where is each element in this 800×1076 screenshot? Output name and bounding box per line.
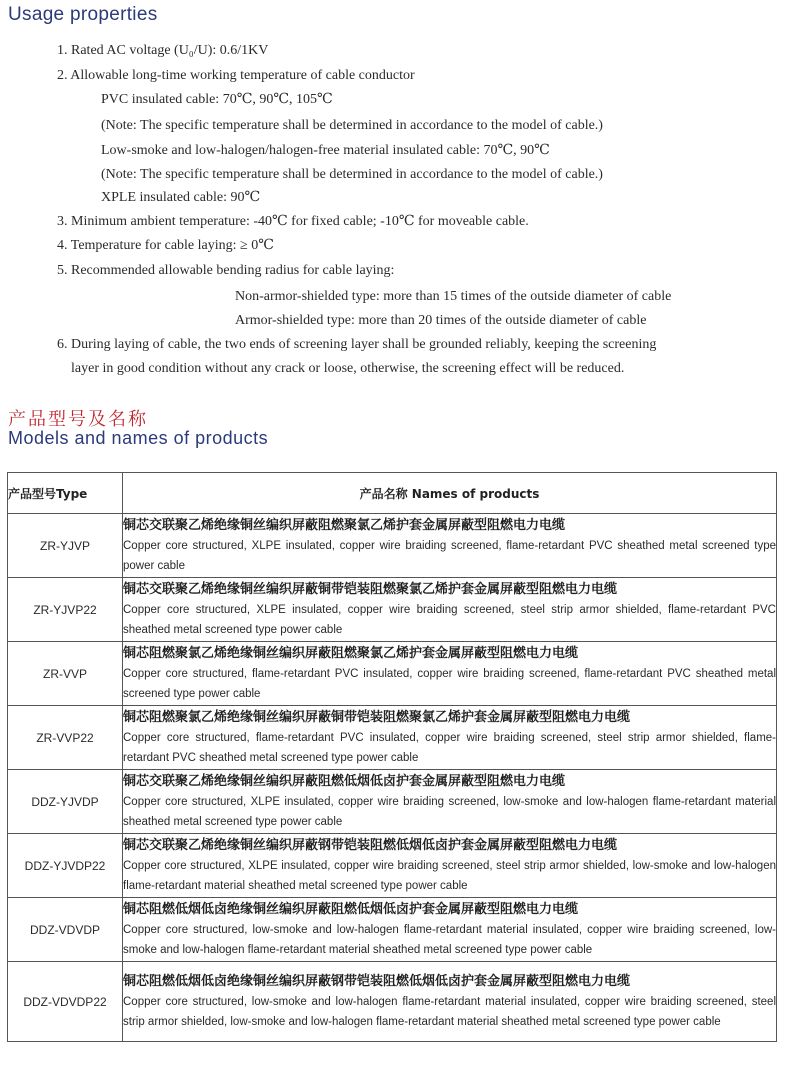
model-code: DDZ-VDVDP22	[8, 962, 123, 1042]
products-table	[7, 472, 777, 1042]
section-title-usage: Usage properties	[8, 4, 158, 25]
usage-lsoh-temp: Low-smoke and low-halogen/halogen-free material insulated cable: 70℃, 90℃	[101, 143, 550, 158]
section-title-models-en: Models and names of products	[8, 428, 269, 448]
model-code: ZR-VVP22	[8, 706, 123, 770]
model-code: ZR-YJVP	[8, 514, 123, 578]
product-name-en: Copper core structured, flame-retardant PVC insulated, copper wire braiding screened, flame-retardant PVC sheathed metal screened type power cable	[123, 667, 776, 700]
product-name	[123, 642, 777, 706]
model-code: DDZ-VDVDP	[8, 898, 123, 962]
product-name-en: Copper core structured, XLPE insulated, copper wire braiding screened, steel strip armor shielded, flame-retardant PVC sheathed metal screened type power cable	[123, 603, 776, 636]
usage-note-2: (Note: The specific temperature shall be determined in accordance to the model of cable.)	[101, 167, 603, 182]
product-name	[123, 962, 777, 1042]
model-code: DDZ-YJVDP	[8, 770, 123, 834]
table-row	[8, 834, 777, 898]
header-type: 产品型号Type	[8, 473, 123, 514]
header-name: 产品名称 Names of products	[123, 473, 777, 514]
product-name-en: Copper core structured, XLPE insulated, copper wire braiding screened, steel strip armor shielded, low-smoke and low-halogen flame-retardant material sheathed metal screened type power cable	[123, 859, 776, 892]
product-name	[123, 770, 777, 834]
usage-item-6: 6. During laying of cable, the two ends of screening layer shall be grounded reliably, keeping the screening	[57, 337, 657, 352]
table-row	[8, 706, 777, 770]
usage-bend-armor: Armor-shielded type: more than 20 times of the outside diameter of cable	[235, 313, 647, 328]
usage-xlpe-temp: XPLE insulated cable: 90℃	[101, 190, 261, 205]
product-name	[123, 514, 777, 578]
product-name-cn: 铜芯阻燃低烟低卤绝缘铜丝编织屏蔽阻燃低烟低卤护套金属屏蔽型阻燃电力电缆	[123, 901, 579, 917]
table-row	[8, 962, 777, 1042]
product-name-en: Copper core structured, low-smoke and low-halogen flame-retardant material insulated, copper wire braiding screened, steel strip armor shielded, low-smoke and low-halogen flame-retardant material sheathed metal screened type power cable	[123, 995, 776, 1028]
table-row	[8, 642, 777, 706]
table-row	[8, 898, 777, 962]
product-name-en: Copper core structured, XLPE insulated, copper wire braiding screened, flame-retardant PVC sheathed metal screened type power cable	[123, 539, 776, 572]
product-name-cn: 铜芯交联聚乙烯绝缘铜丝编织屏蔽阻燃聚氯乙烯护套金属屏蔽型阻燃电力电缆	[123, 517, 566, 533]
product-name-cn: 铜芯交联聚乙烯绝缘铜丝编织屏蔽铜带铠装阻燃聚氯乙烯护套金属屏蔽型阻燃电力电缆	[123, 581, 618, 597]
product-name-en: Copper core structured, flame-retardant PVC insulated, copper wire braiding screened, steel strip armor shielded, flame-retardant PVC sheathed metal screened type power cable	[123, 731, 776, 764]
product-name	[123, 706, 777, 770]
table-row	[8, 578, 777, 642]
model-code: ZR-YJVP22	[8, 578, 123, 642]
table-row	[8, 514, 777, 578]
product-name-cn: 铜芯阻燃低烟低卤绝缘铜丝编织屏蔽钢带铠装阻燃低烟低卤护套金属屏蔽型阻燃电力电缆	[123, 973, 631, 989]
product-name	[123, 834, 777, 898]
usage-item-1: 1. Rated AC voltage (U₀/U): 0.6/1KV	[57, 43, 269, 58]
usage-item-6-cont: layer in good condition without any crack or loose, otherwise, the screening effect will be reduced.	[71, 361, 625, 376]
usage-item-2: 2. Allowable long-time working temperature of cable conductor	[57, 68, 415, 83]
product-name-cn: 铜芯阻燃聚氯乙烯绝缘铜丝编织屏蔽铜带铠装阻燃聚氯乙烯护套金属屏蔽型阻燃电力电缆	[123, 709, 631, 725]
usage-item-5: 5. Recommended allowable bending radius for cable laying:	[57, 263, 395, 278]
product-name-en: Copper core structured, low-smoke and low-halogen flame-retardant material insulated, copper wire braiding screened, low-smoke and low-halogen flame-retardant material sheathed metal screened type power cable	[123, 923, 776, 956]
product-name	[123, 578, 777, 642]
usage-bend-non-armor: Non-armor-shielded type: more than 15 times of the outside diameter of cable	[235, 289, 672, 304]
model-code: DDZ-YJVDP22	[8, 834, 123, 898]
usage-note-1: (Note: The specific temperature shall be determined in accordance to the model of cable.)	[101, 118, 603, 133]
product-name-cn: 铜芯交联聚乙烯绝缘铜丝编织屏蔽钢带铠装阻燃低烟低卤护套金属屏蔽型阻燃电力电缆	[123, 837, 618, 853]
product-name	[123, 898, 777, 962]
usage-item-3: 3. Minimum ambient temperature: -40℃ for fixed cable; -10℃ for moveable cable.	[57, 214, 529, 229]
section-title-models-cn: 产品型号及名称	[8, 409, 148, 430]
table-row	[8, 770, 777, 834]
product-name-cn: 铜芯交联聚乙烯绝缘铜丝编织屏蔽阻燃低烟低卤护套金属屏蔽型阻燃电力电缆	[123, 773, 566, 789]
usage-pvc-temp: PVC insulated cable: 70℃, 90℃, 105℃	[101, 92, 333, 107]
product-name-cn: 铜芯阻燃聚氯乙烯绝缘铜丝编织屏蔽阻燃聚氯乙烯护套金属屏蔽型阻燃电力电缆	[123, 645, 579, 661]
model-code: ZR-VVP	[8, 642, 123, 706]
table-header-row	[8, 473, 777, 514]
usage-item-4: 4. Temperature for cable laying: ≥ 0℃	[57, 238, 274, 253]
product-name-en: Copper core structured, XLPE insulated, copper wire braiding screened, low-smoke and low-halogen flame-retardant material sheathed metal screened type power cable	[123, 795, 776, 828]
